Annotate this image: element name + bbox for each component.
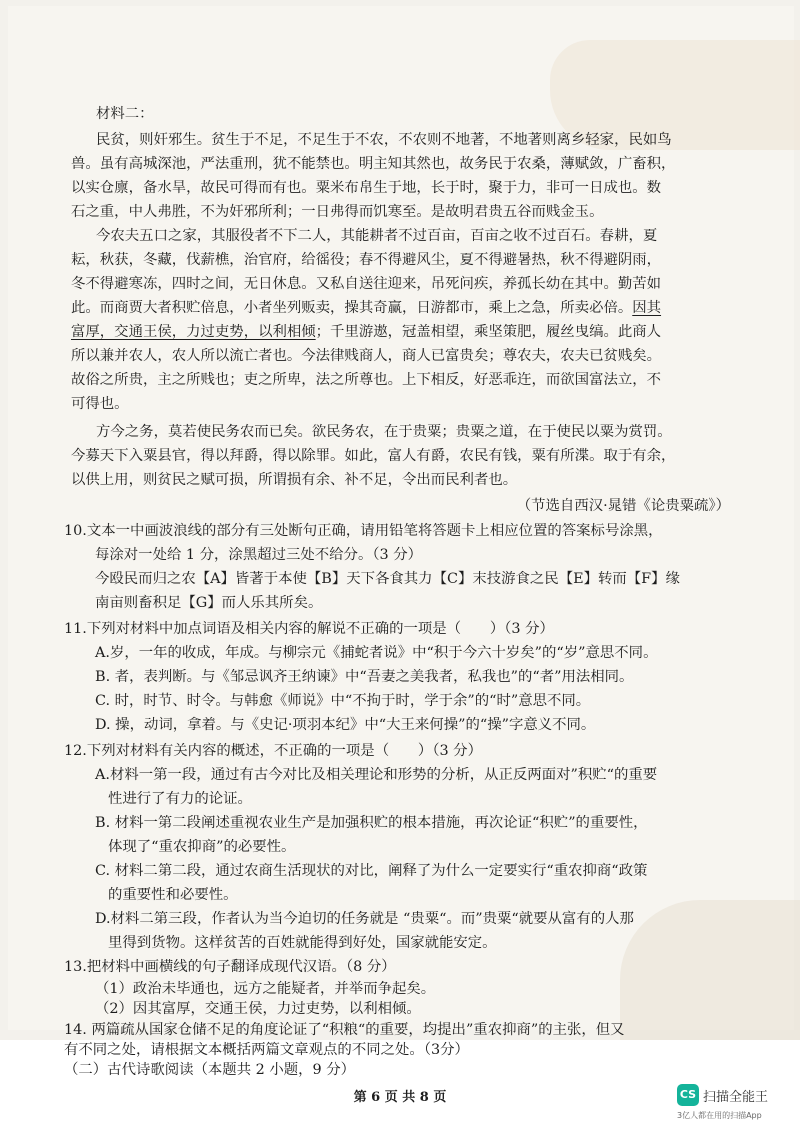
text-line: 今募天下入粟县官，得以拜爵，得以除罪。如此，富人有爵，农民有钱，粟有所渫。取于有余， bbox=[71, 448, 676, 464]
text-line: 所以兼并农人，农人所以流亡者也。今法律贱商人，商人已富贵矣；尊农夫，农夫已贫贱矣。 bbox=[71, 348, 662, 364]
text-line: 以实仓廪，备水旱，故民可得而有也。粟米布帛生于地，长于时，聚于力，非可一日成也。数 bbox=[71, 180, 662, 196]
question-13: 13.把材料中画横线的句子翻译成现代汉语。（8 分） bbox=[64, 959, 396, 975]
text-line: 有不同之处，请根据文本概括两篇文章观点的不同之处。（3分） bbox=[64, 1042, 469, 1058]
material2-heading: 材料二： bbox=[96, 106, 154, 122]
text-line: 冬不得避寒冻，四时之间，无日休息。又私自送往迎来，吊死问疾，养孤长幼在其中。勤苦如 bbox=[71, 276, 662, 292]
text-line: 此。而商贾大者积贮倍息，小者坐列贩卖，操其奇赢，日游都市，乘上之急，所卖必倍。因其 bbox=[71, 300, 662, 316]
text-line: 兽。虽有高城深池，严法重刑，犹不能禁也。明主知其然也，故务民于农桑，薄赋敛，广畜积， bbox=[71, 156, 676, 172]
page-number: 第 6 页 共 8 页 bbox=[353, 1090, 447, 1105]
camscanner-logo-icon: CS bbox=[677, 1084, 699, 1106]
question-10: 10.文本一中画波浪线的部分有三处断句正确，请用铅笔将答题卡上相应位置的答案标号涂黑， bbox=[64, 523, 663, 539]
option-b: B. 者，表判断。与《邹忌讽齐王纳谏》中“吾妻之美我者，私我也”的“者”用法相同。 bbox=[95, 669, 634, 685]
watermark-name: 扫描全能王 bbox=[703, 1090, 769, 1105]
option-c: C. 材料二第二段，通过农商生活现状的对比，阐释了为什么一定要实行“重农抑商“政策 bbox=[95, 863, 648, 879]
option-c: C. 时，时节、时令。与韩愈《师说》中“不拘于时，学于余”的“时”意思不同。 bbox=[95, 693, 591, 709]
text-line: 性进行了有力的论证。 bbox=[108, 791, 252, 807]
text-line: 可得也。 bbox=[71, 396, 129, 412]
source-citation: （节选自西汉·晁错《论贵粟疏》） bbox=[516, 498, 730, 514]
option-b: B. 材料一第二段阐述重视农业生产是加强积贮的根本措施，再次论证“积贮”的重要性， bbox=[95, 815, 648, 831]
text-line: 石之重，中人弗胜，不为奸邪所利；一日弗得而饥寒至。是故明君贵五谷而贱金玉。 bbox=[71, 204, 604, 220]
text-line: 今殴民而归之农【A】皆著于本使【B】天下各食其力【C】末技游食之民【E】转而【F】缘 bbox=[95, 571, 680, 587]
watermark-tagline: 3亿人都在用的扫描App bbox=[677, 1111, 762, 1120]
question-12: 12.下列对材料有关内容的概述，不正确的一项是（ ）（3 分） bbox=[64, 743, 482, 759]
text-line: 今农夫五口之家，其服役者不下二人，其能耕者不过百亩，百亩之收不过百石。春耕，夏 bbox=[96, 228, 658, 244]
text-line: 耘，秋获，冬藏，伐薪樵，治官府，给徭役；春不得避风尘，夏不得避暑热，秋不得避阴雨， bbox=[71, 252, 662, 268]
section-heading: （二）古代诗歌阅读（本题共 2 小题，9 分） bbox=[64, 1062, 356, 1078]
question-14: 14. 两篇疏从国家仓储不足的角度论证了“积粮“的重要，均提出”重农抑商”的主张，但又 bbox=[64, 1022, 625, 1038]
question-11: 11.下列对材料中加点词语及相关内容的解说不正确的一项是（ ）（3 分） bbox=[64, 621, 554, 637]
text-line: 民贫，则奸邪生。贫生于不足，不足生于不农，不农则不地著，不地著则离乡轻家，民如鸟 bbox=[96, 132, 672, 148]
text-line: （2）因其富厚，交通王侯，力过吏势，以利相倾。 bbox=[95, 1001, 421, 1017]
option-a: A.材料一第一段，通过有古今对比及相关理论和形势的分析，从正反两面对”积贮“的重要 bbox=[95, 767, 658, 783]
text-line: （1）政治未毕通也，远方之能疑者，并举而争起矣。 bbox=[95, 981, 436, 997]
text-line: 方今之务，莫若使民务农而已矣。欲民务农，在于贵粟；贵粟之道，在于使民以粟为赏罚。 bbox=[96, 424, 672, 440]
scanner-watermark bbox=[677, 1084, 787, 1124]
text-line: 故俗之所贵，主之所贱也；吏之所卑，法之所尊也。上下相反，好恶乖迕，而欲国富法立，不 bbox=[71, 372, 662, 388]
text-line: 以供上用，则贫民之赋可损，所谓损有余、补不足，令出而民利者也。 bbox=[71, 472, 518, 488]
option-d: D.材料二第三段，作者认为当今迫切的任务就是 “贵粟“。而”贵粟“就要从富有的人那 bbox=[95, 911, 634, 927]
text-line: 每涂对一处给 1 分，涂黑超过三处不给分。（3 分） bbox=[95, 547, 423, 563]
text-line: 的重要性和必要性。 bbox=[108, 887, 238, 903]
option-a: A.岁，一年的收成，年成。与柳宗元《捕蛇者说》中“积于今六十岁矣”的“岁”意思不同。 bbox=[95, 645, 658, 661]
text-line: 南亩则畜积足【G】而人乐其所矣。 bbox=[95, 595, 323, 611]
underlined-sentence: 富厚，交通王侯，力过吏势，以利相倾 bbox=[71, 324, 316, 340]
text-line: 富厚，交通王侯，力过吏势，以利相倾；千里游遨，冠盖相望，乘坚策肥，履丝曳缟。此商人 bbox=[71, 324, 662, 340]
text-line: 体现了“重农抑商”的必要性。 bbox=[108, 839, 296, 855]
option-d: D. 操，动词，拿着。与《史记·项羽本纪》中“大王来何操”的“操”字意义不同。 bbox=[95, 717, 596, 733]
underlined-sentence: 因其 bbox=[632, 300, 662, 316]
text-line: 里得到货物。这样贫苦的百姓就能得到好处，国家就能安定。 bbox=[108, 935, 497, 951]
